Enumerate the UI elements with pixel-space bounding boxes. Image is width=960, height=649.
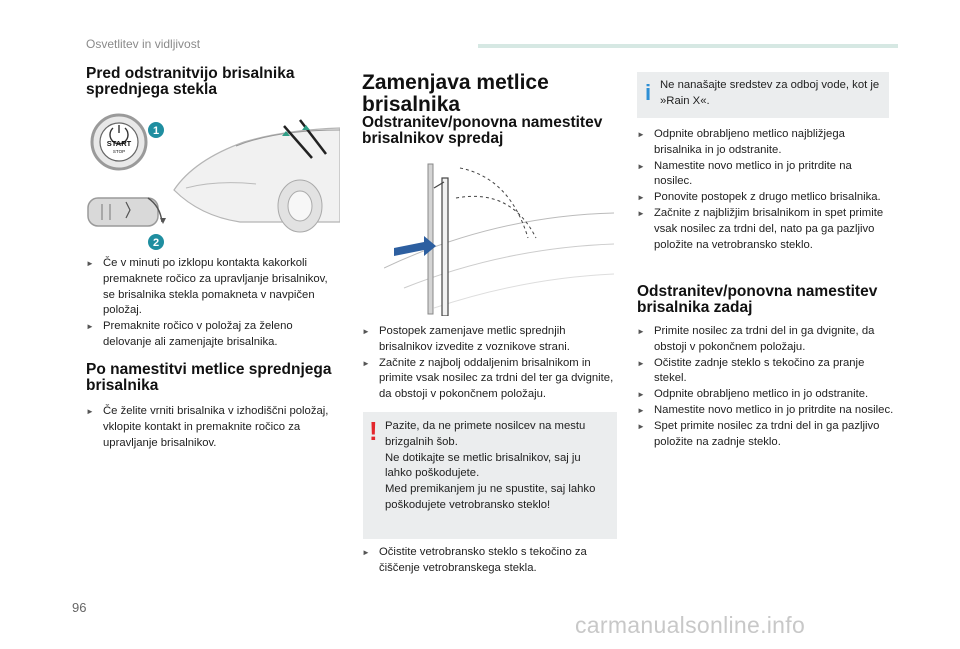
list-item: ► Spet primite nosilec za trdni del in ga pazljivo položite na zadnje steklo. <box>637 419 897 451</box>
heading-after-install: Po namestitvi metlice sprednjega brisalnika <box>86 361 332 394</box>
after-install-steps <box>86 404 341 451</box>
list-item: ► Začnite z najbližjim brisalnikom in spet primite vsak nosilec za trdni del, nato pa ga pazljivo položite na vetrobransko steklo. <box>637 206 892 253</box>
list-item: ► Postopek zamenjave metlic sprednjih brisalnikov izvedite z voznikove strani. <box>362 324 617 356</box>
list-item: ► Ponovite postopek z drugo metlico brisalnika. <box>637 190 892 206</box>
list-item: ► Odpnite obrabljeno metlico in jo odstranite. <box>637 387 897 403</box>
section-header: Osvetlitev in vidljivost <box>86 37 201 51</box>
list-item: ► Očistite vetrobransko steklo s tekočino za čiščenje vetrobranskega stekla. <box>362 545 617 577</box>
info-box <box>637 72 889 118</box>
rear-wiper-steps <box>637 324 897 450</box>
svg-text:1: 1 <box>152 125 160 137</box>
list-item: ► Namestite novo metlico in jo pritrdite na nosilec. <box>637 159 892 191</box>
heading-front-wipers: Odstranitev/ponovna namestitev brisalnikov spredaj <box>362 114 603 147</box>
page-number: 96 <box>72 600 87 615</box>
list-item: ► Če v minuti po izklopu kontakta kakorkoli premaknete ročico za upravljanje brisalnikov, se brisalnika stekla pomakneta v navpičen položaj. <box>86 256 341 319</box>
front-wiper-steps <box>362 324 617 403</box>
start-label: START <box>106 139 132 148</box>
list-item: ► Očistite zadnje steklo s tekočino za pranje stekel. <box>637 356 897 388</box>
car-windscreen-icon <box>174 120 340 232</box>
callout-2 <box>148 234 164 250</box>
warning-icon: ! <box>369 416 378 446</box>
svg-text:2: 2 <box>152 237 160 249</box>
info-icon: i <box>645 80 652 105</box>
blade-replacement-steps <box>637 127 892 253</box>
header-bar <box>478 44 898 48</box>
cleaning-steps <box>362 545 617 577</box>
wiper-illustration <box>86 110 340 260</box>
info-text: Ne nanašajte sredstev za odboj vode, kot je »Rain X«. <box>660 79 880 107</box>
list-item: ► Namestite novo metlico in jo pritrdite na nosilec. <box>637 403 897 419</box>
stop-label: STOP <box>112 149 126 154</box>
watermark: carmanualsonline.info <box>575 612 806 638</box>
main-title: Zamenjava metlice brisalnika <box>362 71 549 116</box>
list-item: ► Premaknite ročico v položaj za želeno delovanje ali zamenjajte brisalnika. <box>86 319 341 351</box>
list-item: ► Odpnite obrabljeno metlico najbližjega brisalnika in jo odstranite. <box>637 127 892 159</box>
list-item: ► Primite nosilec za trdni del in ga dvignite, da obstoji v pokončnem položaju. <box>637 324 897 356</box>
callout-1 <box>148 122 164 138</box>
before-removal-steps <box>86 256 341 351</box>
heading-rear-wiper: Odstranitev/ponovna namestitev brisalnika zadaj <box>637 283 878 316</box>
warning-box <box>363 412 617 539</box>
start-stop-button-icon <box>92 115 146 169</box>
front-wiper-illustration <box>384 158 614 316</box>
wiper-stalk-icon <box>88 198 166 226</box>
list-item: ► Začnite z najbolj oddaljenim brisalnikom in primite vsak nosilec za trdni del ter ga dvignite, da obstoji v pokončnem položaju. <box>362 356 617 403</box>
warning-text: Pazite, da ne primete nosilcev na mestu brizgalnih šob. Ne dotikajte se metlic brisalnikov, saj ju lahko poškodujete. Med premikanjem ju ne spustite, saj lahko poškodujete vetrobransko steklo! <box>385 420 596 511</box>
list-item: ► Če želite vrniti brisalnika v izhodiščni položaj, vklopite kontakt in premaknite ročico za upravljanje brisalnikov. <box>86 404 341 451</box>
heading-before-removal: Pred odstranitvijo brisalnika sprednjega stekla <box>86 65 295 98</box>
